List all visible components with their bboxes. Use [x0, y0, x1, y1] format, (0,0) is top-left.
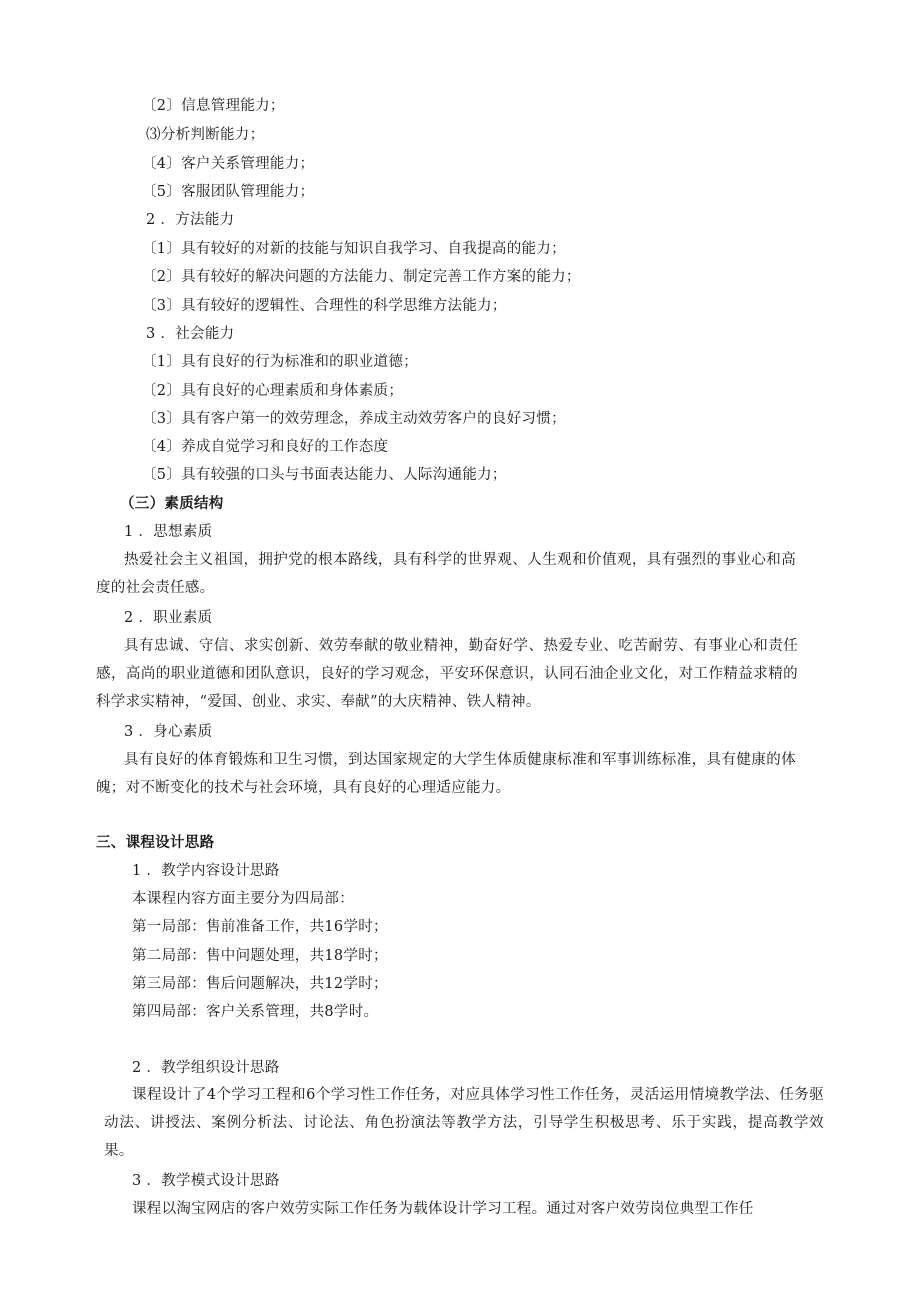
ability-item-5: 〔5〕客服团队管理能力； — [142, 184, 315, 200]
content-part-3: 第三局部：售后问题解决，共12学时； — [132, 976, 388, 992]
social-ability-item-1: 〔1〕具有良好的行为标准和的职业道德； — [142, 354, 418, 370]
physical-paragraph: 具有良好的体育锻炼和卫生习惯，到达国家规定的大学生体质健康标准和军事训练标准，具有健康的体魄；对不断变化的技术与社会环境，具有良好的心理适应能力。 — [96, 752, 796, 796]
social-ability-item-5: 〔5〕具有较强的口头与书面表达能力、人际沟通能力； — [142, 467, 507, 483]
mode-design-heading: 3 ．教学模式设计思路 — [132, 1173, 280, 1189]
social-ability-heading: 3 ．社会能力 — [146, 326, 235, 342]
mode-design-paragraph: 课程以淘宝网店的客户效劳实际工作任务为载体设计学习工程。通过对客户效劳岗位典型工作任 — [132, 1201, 754, 1217]
content-part-2: 第二局部：售中问题处理，共18学时； — [132, 948, 388, 964]
social-ability-item-3: 〔3〕具有客户第一的效劳理念，养成主动效劳客户的良好习惯； — [142, 411, 566, 427]
ability-item-2: 〔2〕信息管理能力； — [142, 98, 285, 114]
ability-item-4: 〔4〕客户关系管理能力； — [142, 156, 315, 172]
course-design-heading: 三、课程设计思路 — [96, 835, 215, 851]
social-ability-item-4: 〔4〕养成自觉学习和良好的工作态度 — [142, 439, 389, 455]
method-ability-item-1: 〔1〕具有较好的对新的技能与知识自我学习、自我提高的能力； — [142, 241, 566, 257]
method-ability-item-3: 〔3〕具有较好的逻辑性、合理性的科学思维方法能力； — [142, 298, 507, 314]
content-part-4: 第四局部：客户关系管理，共8学时。 — [132, 1004, 379, 1020]
method-ability-item-2: 〔2〕具有较好的解决问题的方法能力、制定完善工作方案的能力； — [142, 269, 581, 285]
ability-item-3: ⑶分析判断能力； — [146, 127, 265, 143]
content-design-heading: 1 ．教学内容设计思路 — [132, 863, 280, 879]
ideology-heading: 1 ．思想素质 — [124, 524, 213, 540]
professional-heading: 2 ．职业素质 — [124, 610, 213, 626]
content-part-1: 第一局部：售前准备工作，共16学时； — [132, 919, 388, 935]
ideology-paragraph: 热爱社会主义祖国，拥护党的根本路线，具有科学的世界观、人生观和价值观，具有强烈的事业心和高度的社会责任感。 — [96, 552, 796, 596]
quality-structure-heading: （三）素质结构 — [120, 496, 224, 512]
organization-design-paragraph: 课程设计了4个学习工程和6个学习性工作任务，对应具体学习性工作任务，灵活运用情境教学法、任务驱动法、讲授法、案例分析法、讨论法、角色扮演法等教学方法，引导学生积极思考、乐于实践，提高教学效果。 — [104, 1087, 824, 1159]
organization-design-heading: 2 ．教学组织设计思路 — [132, 1060, 280, 1076]
professional-paragraph: 具有忠诚、守信、求实创新、效劳奉献的敬业精神，勤奋好学、热爱专业、吃苦耐劳、有事业心和责任感，高尚的职业道德和团队意识，良好的学习观念，平安环保意识，认同石油企业文化，对工作精益求精的科学求实精神，“爱国、创业、求实、奉献”的大庆精神、铁人精神。 — [96, 638, 798, 710]
physical-heading: 3 ．身心素质 — [124, 724, 213, 740]
content-design-intro: 本课程内容方面主要分为四局部： — [132, 891, 354, 907]
method-ability-heading: 2 ．方法能力 — [146, 212, 235, 228]
social-ability-item-2: 〔2〕具有良好的心理素质和身体素质； — [142, 383, 404, 399]
